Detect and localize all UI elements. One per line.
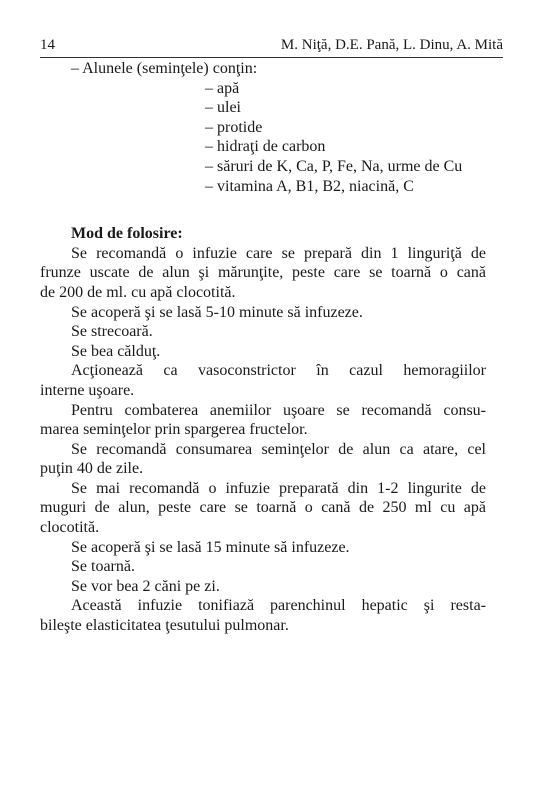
composition-item: – săruri de K, Ca, P, Fe, Na, urme de Cu (205, 157, 463, 175)
paragraph-line: Se toarnă. (71, 558, 135, 576)
paragraph-line: Această infuzie tonifiază parenchinul hepatic şi resta- (71, 597, 486, 615)
paragraph-line: de 200 de ml. cu apă clocotită. (40, 283, 236, 301)
paragraph-line: Pentru combaterea anemiilor uşoare se recomandă consu- (71, 401, 486, 419)
section-spacer (40, 196, 486, 224)
page-number: 14 (40, 37, 55, 53)
paragraph-line: frunze uscate de alun şi mărunţite, peste care se toarnă o cană (40, 264, 486, 282)
composition-item: – vitamina A, B1, B2, niacină, C (205, 177, 414, 195)
composition-item: – apă (205, 79, 240, 97)
paragraph-line: Se acoperă şi se lasă 5-10 minute să infuzeze. (71, 303, 363, 321)
paragraph-line: Se strecoară. (71, 323, 153, 341)
paragraph-line: Se mai recomandă o infuzie preparată din 1-2 lingurite de (71, 479, 486, 497)
composition-item: – protide (205, 118, 263, 136)
paragraph-line: Se recomandă o infuzie care se prepară din 1 linguriţă de (71, 244, 486, 262)
composition-intro: – Alunele (seminţele) conţin: (71, 60, 258, 77)
header-rule (40, 57, 503, 58)
paragraph-line: Se acoperă şi se lasă 15 minute să infuzeze. (71, 538, 350, 556)
paragraph-line: muguri de alun, peste care se toarnă o cană de 250 ml cu apă (40, 499, 486, 517)
composition-item: – ulei (205, 99, 241, 117)
paragraph-line: Se vor bea 2 căni pe zi. (71, 577, 220, 595)
paragraph-line: interne uşoare. (40, 381, 135, 399)
paragraph-line: bileşte elasticitatea ţesutului pulmonar. (40, 617, 289, 635)
page-body (40, 59, 486, 636)
paragraph-line: Se bea călduţ. (71, 342, 161, 360)
running-head-authors: M. Niţă, D.E. Pană, L. Dinu, A. Mită (280, 37, 503, 53)
paragraph-line: puţin 40 de zile. (40, 460, 144, 478)
paragraph-line: Acţionează ca vasoconstrictor în cazul hemoragiilor (71, 362, 486, 380)
paragraph-line: clocotită. (40, 519, 100, 537)
section-heading: Mod de folosire: (71, 225, 183, 243)
paragraph-line: marea seminţelor prin spargerea fructelor. (40, 421, 308, 439)
paragraph-line: Se recomandă consumarea seminţelor de alun ca atare, cel (71, 440, 486, 458)
composition-item: – hidraţi de carbon (205, 138, 326, 156)
